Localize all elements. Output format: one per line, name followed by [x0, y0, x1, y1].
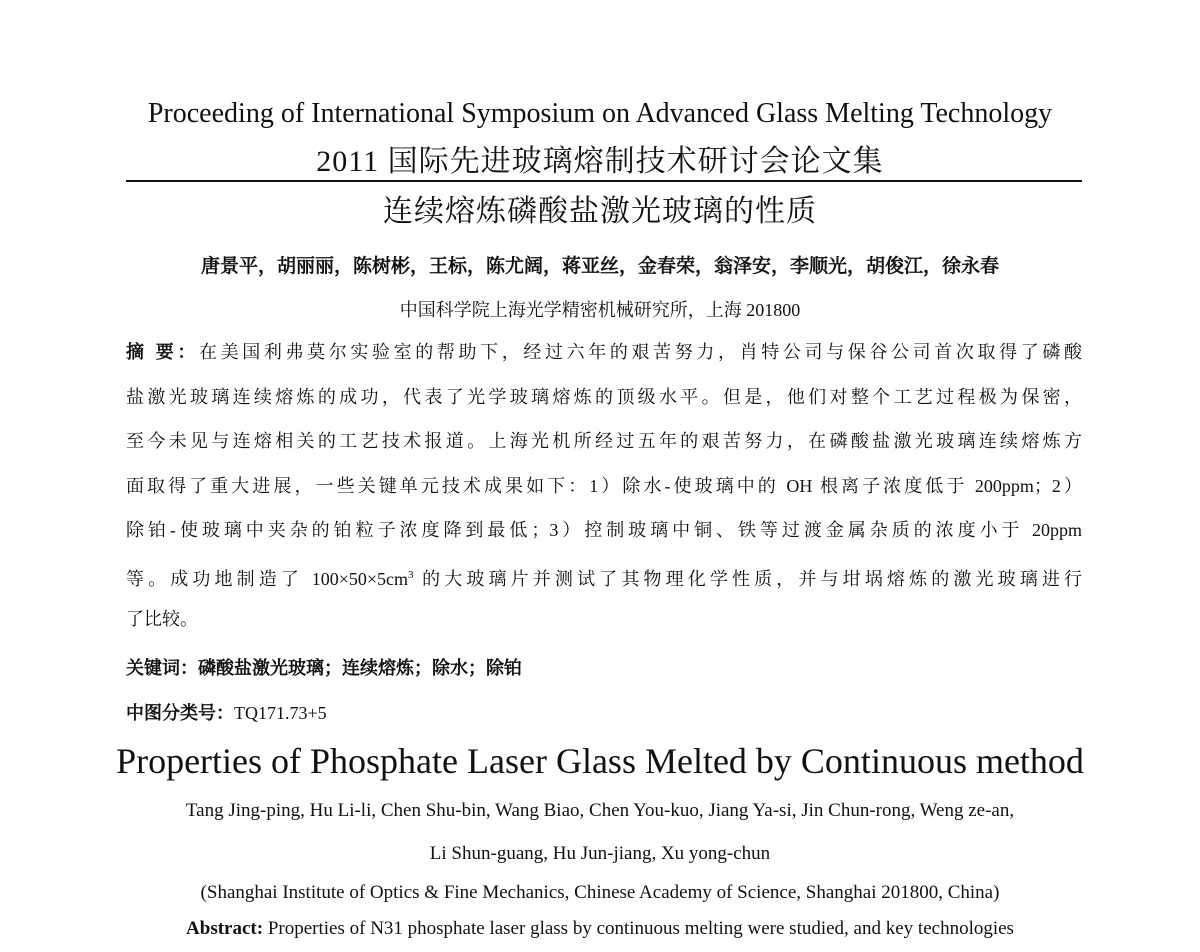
- header-rule: [126, 180, 1082, 182]
- proceedings-title-en: Proceeding of International Symposium on Advanced Glass Melting Technology: [147, 98, 1053, 129]
- keywords-label: 关键词：: [126, 658, 198, 678]
- keywords-cn: [126, 654, 522, 680]
- authors-cn: 唐景平，胡丽丽，陈树彬，王标，陈尤阔，蒋亚丝，金春荣，翁泽安，李顺光，胡俊江，徐永春: [200, 256, 999, 277]
- abstract-line: 至今未见与连熔相关的工艺技术报道。上海光机所经过五年的艰苦努力，在磷酸盐激光玻璃连续熔炼方: [126, 431, 1082, 451]
- authors-en-line1: Tang Jing-ping, Hu Li-li, Chen Shu-bin, Wang Biao, Chen You-kuo, Jiang Ya-si, Jin Chun-rong, Weng ze-an,: [185, 800, 1015, 821]
- abstract-line: 面取得了重大进展，一些关键单元技术成果如下：1）除水-使玻璃中的 OH 根离子浓度低于 200ppm；2）: [126, 475, 1082, 496]
- classification-code: TQ171.73+5: [234, 703, 327, 723]
- paper-title-cn: 连续熔炼磷酸盐激光玻璃的性质: [383, 195, 817, 228]
- abstract-label-cn: 摘 要：: [126, 342, 199, 362]
- affiliation-cn: 中国科学院上海光学精密机械研究所，上海 201800: [399, 300, 801, 320]
- classification-label: 中图分类号：: [126, 703, 234, 723]
- abstract-en: [0, 918, 1200, 940]
- abstract-line: 等。成功地制造了 $100\times 50\times 5cm^3$ 的大玻璃片并测试了其物理化学性质，并与坩埚熔炼的激光玻璃进行: [126, 568, 1082, 589]
- abstract-text-en: Properties of N31 phosphate laser glass by continuous melting were studied, and key technologies: [263, 918, 1014, 939]
- abstract-line: 盐激光玻璃连续熔炼的成功，代表了光学玻璃熔炼的顶级水平。但是，他们对整个工艺过程极为保密，: [126, 386, 1082, 407]
- abstract-label-en: Abstract:: [186, 918, 264, 939]
- abstract-line: 了比较。: [126, 609, 198, 629]
- authors-en-line2: Li Shun-guang, Hu Jun-jiang, Xu yong-chun: [429, 843, 771, 864]
- proceedings-title-cn: 2011 国际先进玻璃熔制技术研讨会论文集: [316, 145, 884, 178]
- abstract-cn: [126, 336, 1082, 648]
- abstract-line: [126, 336, 1082, 381]
- paper-title-en: Properties of Phosphate Laser Glass Melted by Continuous method: [116, 741, 1084, 781]
- affiliation-en: (Shanghai Institute of Optics & Fine Mechanics, Chinese Academy of Science, Shanghai 201800, China): [200, 882, 1000, 903]
- classification-cn: [126, 699, 327, 725]
- superscript: 3: [408, 568, 414, 581]
- abstract-text: 在美国利弗莫尔实验室的帮助下，经过六年的艰苦努力，肖特公司与保谷公司首次取得了磷酸: [199, 342, 1082, 362]
- abstract-line: 除铂-使玻璃中夹杂的铂粒子浓度降到最低；3）控制玻璃中铜、铁等过渡金属杂质的浓度小于 20ppm: [126, 520, 1082, 540]
- keywords-text: 磷酸盐激光玻璃；连续熔炼；除水；除铂: [198, 658, 522, 678]
